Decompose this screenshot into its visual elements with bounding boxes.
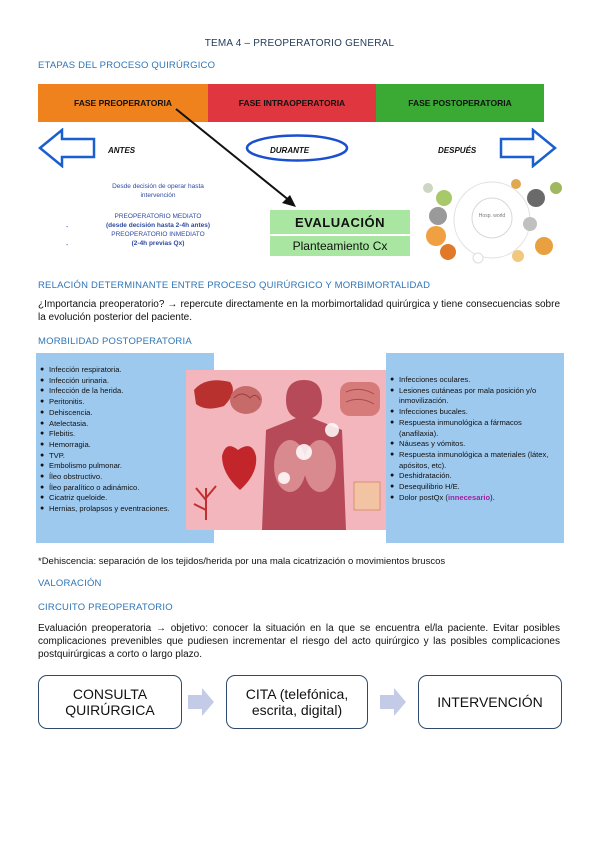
label-despues: DESPUÉS <box>438 146 477 155</box>
list-item: ● Dehiscencia. <box>40 408 214 419</box>
list-item: ● Íleo paralítico o adinámico. <box>40 483 214 494</box>
evaluacion-title: EVALUACIÓN <box>270 210 410 234</box>
phase-postoperatoria <box>376 84 544 122</box>
list-item: ● TVP. <box>40 451 214 462</box>
stage-mediato-sub: (desde decisión hasta 2-4h antes) <box>105 222 211 229</box>
section-heading-circuito: CIRCUITO PREOPERATORIO <box>38 602 173 613</box>
list-item <box>390 493 560 504</box>
list-item: ● Cicatriz queloide. <box>40 493 214 504</box>
circuito-paragraph: Evaluación preoperatoria → objetivo: conocer la situación en la que se encuentra el/la paciente. Evitar posibles complicaciones prevenibles que pudiesen incrementar el riesgo del acto quirúrgico y las posibles complicaciones postquirúrgicas a corto o largo plazo. <box>38 623 560 660</box>
section-heading-morbilidad: MORBILIDAD POSTOPERATORIA <box>38 336 192 347</box>
right-arrow-icon <box>497 128 557 168</box>
evaluacion-sub: Planteamiento Cx <box>270 236 410 256</box>
relacion-paragraph: ¿Importancia preoperatorio? → repercute directamente en la morbimortalidad quirúrgica y tiene consecuencias sobre la evolución posterior del paciente. <box>38 299 560 323</box>
list-item: ● Respuesta inmunológica a materiales (látex, apósitos, etc). <box>390 450 560 471</box>
flow-step-line2: QUIRÚRGICA <box>65 702 155 718</box>
flow-step-line1: INTERVENCIÓN <box>437 694 543 710</box>
stage-line2: intervención <box>140 192 176 199</box>
graphic-center-label: Hosp. world <box>478 213 506 219</box>
stage-description <box>92 178 224 264</box>
left-arrow-icon <box>38 128 98 168</box>
list-item: ● Infección de la herida. <box>40 386 214 397</box>
list-item: ● Lesiones cutáneas por mala posición y/o inmovilización. <box>390 386 560 407</box>
section-heading-relacion: RELACIÓN DETERMINANTE ENTRE PROCESO QUIRÚRGICO Y MORBIMORTALIDAD <box>38 280 431 291</box>
list-item-text: ). <box>490 492 495 502</box>
flow-arrow-icon <box>186 688 214 716</box>
morbidity-right-list <box>390 375 560 503</box>
stage-mediato: PREOPERATORIO MEDIATO <box>114 213 202 220</box>
list-item-text: Dolor postQx ( <box>399 492 448 502</box>
flow-step-intervencion <box>418 675 562 729</box>
highlight-text: innecesario <box>447 492 491 502</box>
list-item: ● Infecciones oculares. <box>390 375 560 386</box>
flow-step-line1: CITA (telefónica, <box>245 686 349 702</box>
stage-line1: Desde decisión de operar hasta <box>112 183 204 190</box>
list-item: ● Peritonitis. <box>40 397 214 408</box>
list-item: ● Hernias, prolapsos y eventraciones. <box>40 504 214 515</box>
list-item: ● Deshidratación. <box>390 471 560 482</box>
label-durante: DURANTE <box>270 146 310 155</box>
phase-label: FASE POSTOPERATORIA <box>408 98 512 108</box>
factors-graphic <box>418 176 566 264</box>
morbidity-right-panel <box>386 353 564 543</box>
label-antes: ANTES <box>108 146 136 155</box>
phase-label: FASE INTRAOPERATORIA <box>238 98 346 108</box>
list-item: ● Embolismo pulmonar. <box>40 461 214 472</box>
dehiscencia-note: *Dehiscencia: separación de los tejidos/herida por una mala cicatrización o movimientos bruscos <box>38 556 446 567</box>
organs-illustration <box>186 370 386 530</box>
stage-inmediato: PREOPERATORIO INMEDIATO <box>111 231 205 238</box>
list-item: ● Infección respiratoria. <box>40 365 214 376</box>
list-item: ● Atelectasia. <box>40 419 214 430</box>
list-item: ● Íleo obstructivo. <box>40 472 214 483</box>
flow-arrow-icon <box>378 688 406 716</box>
list-item: ● Infecciones bucales. <box>390 407 560 418</box>
stage-inmediato-sub: (2-4h previas Qx) <box>131 240 185 247</box>
list-item: ● Náuseas y vómitos. <box>390 439 560 450</box>
flow-step-consulta <box>38 675 182 729</box>
flow-step-line1: CONSULTA <box>72 686 148 702</box>
section-heading-etapas: ETAPAS DEL PROCESO QUIRÚRGICO <box>38 60 216 71</box>
list-item: ● Hemorragia. <box>40 440 214 451</box>
list-item: ● Flebitis. <box>40 429 214 440</box>
phase-label: FASE PREOPERATORIA <box>74 98 172 108</box>
list-item: ● Desequilibrio H/E. <box>390 482 560 493</box>
flow-step-cita <box>226 675 368 729</box>
list-item: ● Respuesta inmunológica a fármacos (anafilaxia). <box>390 418 560 439</box>
flow-step-line2: escrita, digital) <box>251 702 343 718</box>
page-title: TEMA 4 – PREOPERATORIO GENERAL <box>204 38 395 49</box>
section-heading-valoracion: VALORACIÓN <box>38 578 102 589</box>
list-item: ● Infección urinaria. <box>40 376 214 387</box>
